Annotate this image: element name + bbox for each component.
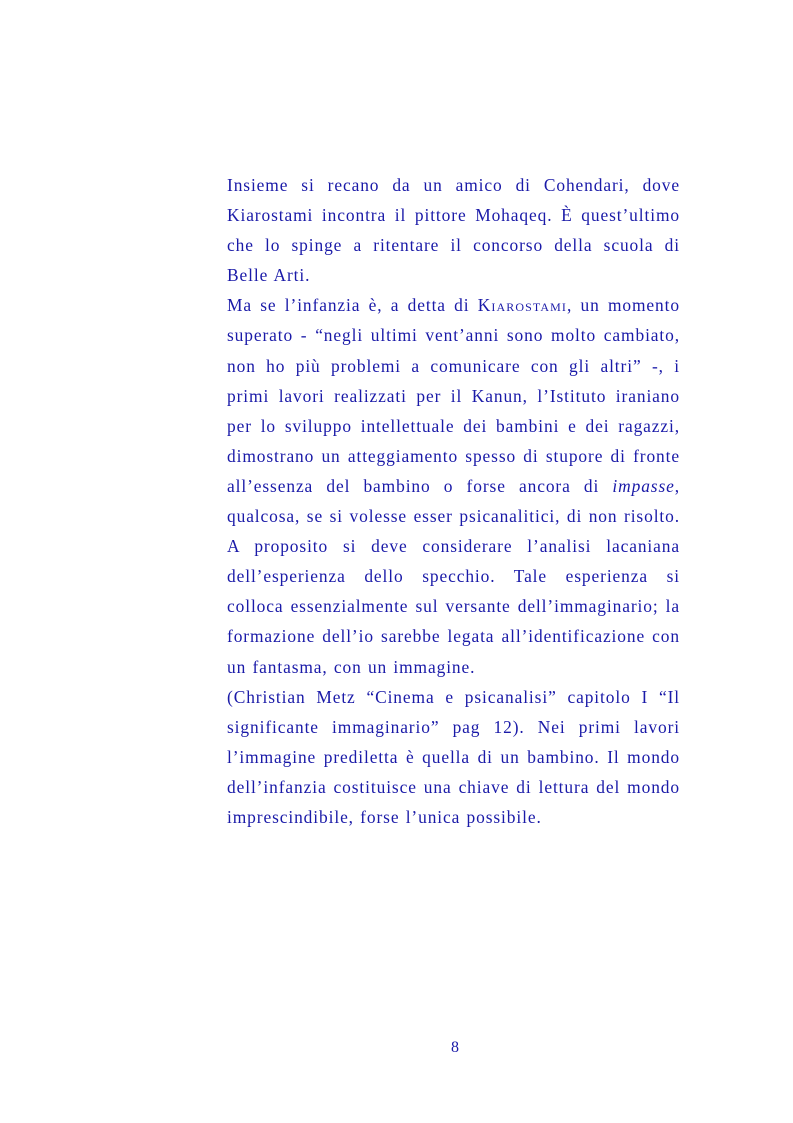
paragraph-2-before-name: Ma se l’infanzia è, a detta di <box>227 295 478 316</box>
paragraph-3: (Christian Metz “Cinema e psicanalisi” capitolo I “Il significante immaginario” pag 12). Nei primi lavori l’immagine prediletta è quella di un bambino. Il mondo dell’infanzia costituisce una chiave di lettura del mondo imprescindibile, forse l’unica possibile. <box>227 686 680 827</box>
italic-term: impasse <box>612 475 675 496</box>
author-name-smallcaps: Kiarostami <box>477 295 568 316</box>
paragraph-2-after-italic: , qualcosa, se si volesse esser psicanalitici, di non risolto. A proposito si deve considerare l’analisi lacaniana dell’esperienza dello specchio. Tale esperienza si colloca essenzialmente sul versante dell’immaginario; la formazione dell’io sarebbe legata all’identificazione con un fantasma, con un immagine. <box>227 475 680 677</box>
paragraph-2-after-name: , un momento superato - “negli ultimi vent’anni sono molto cambiato, non ho più problemi a comunicare con gli altri” -, i primi lavori realizzati per il Kanun, l’Istituto iraniano per lo sviluppo intellettuale dei bambini e dei ragazzi, dimostrano un atteggiamento spesso di stupore di fronte all’essenza del bambino o forse ancora di <box>227 295 680 496</box>
body-text <box>227 170 680 832</box>
page-number: 8 <box>451 1039 459 1056</box>
paragraph-2 <box>227 290 680 681</box>
paragraph-1: Insieme si recano da un amico di Cohendari, dove Kiarostami incontra il pittore Mohaqeq. È quest’ultimo che lo spinge a ritentare il concorso della scuola di Belle Arti. <box>227 175 680 286</box>
